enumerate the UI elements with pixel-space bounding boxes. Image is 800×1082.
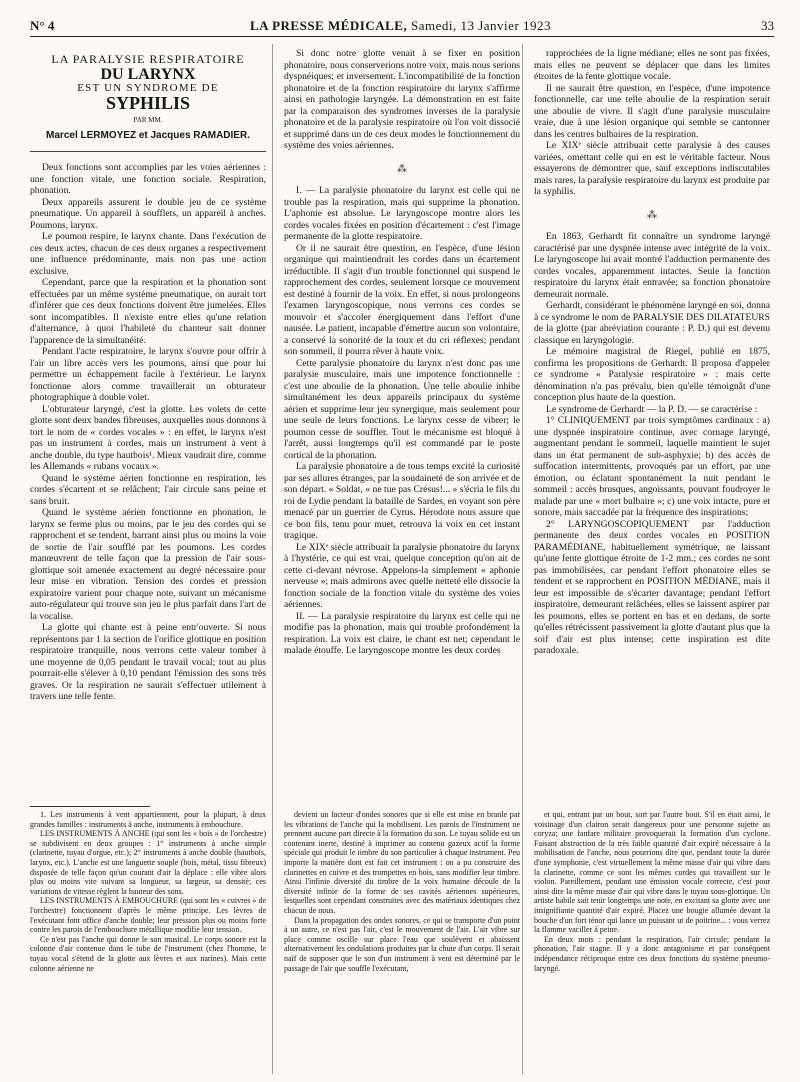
paragraph: Cependant, parce que la respiration et la phonation sont effectuées par un même système pneumatique, on aurait tort d'inférer que ces deux fonctions doivent être jumelées. Elles sont incompatibles. Il n'existe entre elles qu'une relation d'alternance, à quoi l'habileté du chanteur sait donner l'apparence de la simultanéité. <box>30 277 266 346</box>
paragraph: Si donc notre glotte venait à se fixer en position phonatoire, nous conserverions notre voix, mais nous serions dyspnéiques; et inversement. L'incompatibilité de la fonction phonatoire et de la fonction respiratoire du larynx s'affirme ainsi en pathologie laryngée. La démonstration en est faite par la comparaison des syndromes inverses de la paralysie phonatoire et de la paralysie respiratoire où l'on voit dissocié et supprimé dans un de ces deux modes le fonctionnement du système des voies aériennes. <box>284 48 520 151</box>
footnote: devient un facteur d'ondes sonores que si elle est mise en branle par les vibrations de l'anche qui la mobilisent. Les parois de l'instrument ne prennent aucune part directe à la formation du son. Le tuyau solide est un contenant inerte, destiné à imprimer au contenu gazeux actif la forme spéciale qui produit le timbre du son particulier à chaque instrument. Peu importe la matière dont est fait cet instrument : on a pu construire des clarinettes en cuivre et des trompettes en bois, sans modifier leur timbre. Ainsi l'infinie diversité du timbre de la voix humaine découle de la diversité infinie de la forme de ses cavités aériennes supérieures, lesquelles sont cependant construites avec des matériaux identiques chez chacun de nous. <box>284 810 520 915</box>
paragraph: Pendant l'acte respiratoire, le larynx s'ouvre pour offrir à l'air un libre accès vers les poumons, ainsi que pour lui permettre un échappement facile à l'extérieur. Le larynx fonctionne alors comme travaillerait un obturateur photographique à double volet. <box>30 346 266 403</box>
title-line-1: LA PARALYSIE RESPIRATOIRE <box>51 52 245 66</box>
footnote: 1. Les instruments à vent appartiennent, pour la plupart, à deux grandes familles : instruments à anche, instruments à embouchure. <box>30 810 266 829</box>
journal-name: LA PRESSE MÉDICALE, <box>250 18 408 33</box>
footnote: et qui, entrant par un bout, sort par l'autre bout. S'il en était ainsi, le voisinage d'un clairon serait dangereux pour une personne sujette au coryza; une fanfare militaire provoquerait la formation d'un cyclone. Faisant abstraction de la très faible quantité d'air expiré nécessaire à la mobilisation de l'anche, nous pourrions dire que, pendant toute la durée d'une symphonie, c'est virtuellement la même masse d'air qui vibre dans la clarinette, comme ce sont les mêmes cordes qui travaillent sur le violon. Pareillement, pendant une émission vocale correcte, c'est pour ainsi dire la même masse d'air qui vibre dans le tuyau sous-glottique. Un artiste habile sait tenir longtemps une note, en excitant sa glotte avec une insignifiante quantité d'air expiré. Placez une bougie allumée devant la bouche d'un fort ténor qui lance un puissant ut de poitrine... : vous verrez la flamme vaciller à peine. <box>534 810 770 935</box>
paragraph: 1° CLINIQUEMENT par trois symptômes cardinaux : a) une dyspnée inspiratoire continue, avec cornage laryngé, augmentant pendant le sommeil, laquelle maintient le sujet dans un état permanent de sub-asphyxie; b) des accès de suffocation intermittents, provoqués par un effort, par une émotion, ou éclatant spontanément la nuit pendant le sommeil : accès brusques, angoissants, pouvant foudroyer le malade par une « mort bulbaire »; c) une voix intacte, pure et sonore, mais saccadée par la fréquence des inspirations; <box>534 415 770 518</box>
paragraph: Le mémoire magistral de Riegel, publié en 1875, confirma les propositions de Gerhardt. Il proposa d'appeler ce syndrome « Paralysie respiratoire » : mais cette dénomination n'a pas prévalu, bien qu'elle témoignât d'une conception plus haute de la question. <box>534 346 770 403</box>
paragraph: Quand le système aérien fonctionne en respiration, les cordes s'écartent et se relâchent; l'air circule sans peine et sans bruit. <box>30 472 266 507</box>
paragraph: Le XIXᵉ siècle attribuait la paralysie phonatoire du larynx à l'hystérie, ce qui est vrai, quelque conception qu'on ait de cette ci-devant névrose. Appelons-la simplement « aphonie nerveuse »; mais admirons avec quelle netteté elle dissocie la fonction sociale de la fonction vitale du système des voies aériennes. <box>284 541 520 610</box>
article-title <box>30 54 266 141</box>
title-rule <box>30 151 266 152</box>
title-line-2: DU LARYNX <box>100 65 196 83</box>
paragraph: En 1863, Gerhardt fit connaître un syndrome laryngé caractérisé par une dyspnée intense avec intégrité de la voix. Le laryngoscope lui avait montré l'adduction permanente des cordes vocales, apparemment intactes. Seule la fonction respiratoire du larynx était entravée; sa fonction phonatoire demeurait normale. <box>534 231 770 300</box>
paragraph: Il ne saurait être question, en l'espèce, d'une impotence fonctionnelle, car une telle aboulie de la respiration serait une aboulie de vivre. Il s'agit d'une paralysie musculaire vraie, due à une lésion organique qui semble se cantonner dans les centres bulbaires de la respiration. <box>534 82 770 140</box>
paragraph: Quand le système aérien fonctionne en phonation, le larynx se ferme plus ou moins, par le jeu des cordes qui se rapprochent et se tendent, barrant ainsi plus ou moins la voie de sortie de l'air soufflé par les poumons. Les cordes manœuvrent de telle façon que la pression de l'air sous-glottique soit amenée exactement au degré nécessaire pour leur mise en vibration. Tension des cordes et pression expiratoire varient pour chaque note, suivant un mécanisme auto-régulateur qui trouve son jeu le plus parfait dans l'art de la vocalise. <box>30 507 266 622</box>
column-divider <box>522 44 523 1074</box>
paragraph: II. — La paralysie respiratoire du larynx est celle qui ne modifie pas la phonation, mais qui trouble profondément la respiration. La voix est claire, le chant est net; cependant le malade étouffe. Le laryngoscope montre les deux cordes <box>284 610 520 656</box>
footnote: Ce n'est pas l'anche qui donne le son musical. Le corps sonore est la colonne d'air contenue dans le tube de l'instrument (chez l'homme, le tuyau vocal s'étend de la glotte aux lèvres et aux narines). Mais cette colonne aérienne ne <box>30 934 266 973</box>
authors: Marcel LERMOYEZ et Jacques RAMADIER. <box>46 129 250 141</box>
journal-title <box>250 18 551 34</box>
section-separator: ⁂ <box>647 209 657 221</box>
footnote-rule <box>30 806 150 807</box>
paragraph: La paralysie phonatoire a de tous temps excité la curiosité par ses allures étranges, par la soudaineté de son arrivée et de son départ. « Soldat, « ne tue pas Crésus!... » s'écria le fils du roi de Lydie pendant la bataille de Sardes, en voyant son père menacé par un guerrier de Cyrus. Hérodote nous assure que ce bon fils, tenu pour muet, retrouva la voix en cet instant tragique. <box>284 461 520 541</box>
byline-prefix: PAR MM. <box>133 116 163 124</box>
footnote: LES INSTRUMENTS À EMBOUCHURE (qui sont les « cuivres » de l'orchestre) fonctionnent d'après le même principe. Les lèvres de l'exécutant font office d'anche double; leur pression plus ou moins forte contre les parois de l'embouchure métallique modifie leur tension. <box>30 896 266 935</box>
title-line-3: EST UN SYNDROME DE <box>77 82 219 94</box>
paragraph: rapprochées de la ligne médiane; elles ne sont pas fixées, mais elles ne peuvent se déplacer que dans les limites étroites de la fente glottique vocale. <box>534 48 770 82</box>
paragraph: Cette paralysie phonatoire du larynx n'est donc pas une paralysie musculaire, mais une impotence fonctionnelle : c'est une aboulie de la phonation. Une telle aboulie inhibe simultanément les deux appareils principaux du système aérien et supprime leur jeu synergique, mais seulement pour une seule de leurs fonctions. Le larynx cesse de vibrer; le poumon cesse de souffler. Tout le mécanisme est bloqué à l'arrêt, aussi longtemps qu'il est commandé par le poste cortical de la phonation. <box>284 357 520 461</box>
journal-date: Samedi, 13 Janvier 1923 <box>407 18 552 33</box>
footnote: En deux mots : pendant la respiration, l'air circule; pendant la phonation, l'air stagne. Il y a donc antagonisme et par conséquent indépendance réciproque entre ces deux fonctions du système pneumo-laryngé. <box>534 934 770 973</box>
footnotes-column-2 <box>284 810 520 973</box>
page-number: 33 <box>761 18 774 33</box>
paragraph: L'obturateur laryngé, c'est la glotte. Les volets de cette glotte sont deux bandes fibreuses, auxquelles nous donnons à tort le nom de « cordes vocales » : en effet, le larynx n'est pas un instrument à cordes, mais un instrument à vent à anche double, du type hautbois¹. Mieux vaudrait dire, comme les Allemands « rubans vocaux ». <box>30 403 266 472</box>
footnote: LES INSTRUMENTS À ANCHE (qui sont les « bois » de l'orchestre) se subdivisent en deux groupes : 1° instruments à anche simple (clarinette, tuyau d'orgue, etc.); 2° instruments à anche double (hautbois, larynx, etc.). L'anche est une languette souple (bois, métal, tissu fibreux) disposée de telle façon qu'un courant d'air la déplace : elle vibre alors plus ou moins vite suivant sa longueur, sa largeur, sa densité; ces variations de vitesse règlent la hauteur des sons. <box>30 829 266 896</box>
page-header <box>30 16 774 37</box>
paragraph: 2° LARYNGOSCOPIQUEMENT par l'adduction permanente des deux cordes vocales en POSITION PARAMÉDIANE, habituellement symétrique, ne laissant qu'une fente glottique étroite de 1-2 mm.; ces cordes ne sont pas immobilisées, car pendant l'effort phonatoire elles se tendent et se rapprochent en POSITION MÉDIANE, mais il leur est impossible de s'écarter davantage; pendant l'effort inspiratoire, demeurant relâchées, elles se laissent aspirer par les poumons, elles se portent en bas et en dedans, de sorte qu'elles rétrécissent passivement la glotte d'autant plus que la soif d'air est plus intense; cette inspiration est dite paradoxale. <box>534 518 770 656</box>
paragraph: Le XIXᵉ siècle attribuait cette paralysie à des causes variées, omettant celle qui en est le véritable facteur. Nous essayerons de démontrer que, sauf exceptions indiscutables mais rares, la paralysie respiratoire du larynx est produite par la syphilis. <box>534 140 770 197</box>
paragraph: Gerhardt, considérant le phénomène laryngé en soi, donna à ce syndrome le nom de PARALYSIE DES DILATATEURS de la glotte (par abréviation courante : P. D.) qui est devenu classique en laryngologie. <box>534 300 770 346</box>
column-3 <box>534 48 770 657</box>
column-2 <box>284 48 520 657</box>
footnote: Dans la propagation des ondes sonores, ce qui se transporte d'un point à un autre, ce n'est pas l'air, c'est le mouvement de l'air. L'air vibre sur place comme oscille sur place l'eau que soulèvent et abaissent alternativement les ondulations produites par la chute d'un corps. Il serait naïf de supposer que le son d'un instrument à vent est déterminé par le passage de l'air que souffle l'exécutant, <box>284 915 520 973</box>
section-separator: ⁂ <box>397 163 407 175</box>
column-divider <box>272 44 273 1074</box>
paragraph: Le poumon respire, le larynx chante. Dans l'exécution de ces deux actes, chacun de ces deux organes a respectivement une influence prédominante, mais non pas une action exclusive. <box>30 231 266 277</box>
title-line-4: SYPHILIS <box>105 92 191 113</box>
paragraph: Deux fonctions sont accomplies par les voies aériennes : une fonction vitale, une fonction sociale. Respiration, phonation. <box>30 162 266 196</box>
paragraph: Or il ne saurait être question, en l'espèce, d'une lésion organique qui maintiendrait les cordes dans un écartement irréductible. Il s'agit d'un trouble fonctionnel qui suspend le rapprochement des cordes, seulement lorsque ce mouvement est destiné à fournir de la voix. En effet, si nous prolongeons l'examen laryngoscopique, nous verrons ces cordes se mouvoir et s'accoler énergiquement dans l'effort d'une nausée. Le patient, incapable d'émettre aucun son volontaire, a conservé la sonorité de la toux et du cri réflexes; pendant son sommeil, il pourra rêver à haute voix. <box>284 242 520 357</box>
footnotes-column-1 <box>30 810 266 973</box>
footnotes-column-3 <box>534 810 770 973</box>
paragraph: Deux appareils assurent le double jeu de ce système pneumatique. Un appareil à soufflets, un appareil à anches. Poumons, larynx. <box>30 196 266 231</box>
paragraph: La glotte qui chante est à peine entr'ouverte. Si nous représentons par 1 la section de l'orifice glottique en position respiratoire tranquille, nous verrons cette valeur tomber à une moyenne de 0,05 pendant le travail vocal; tout au plus pourrait-elle s'élever à 0,10 pendant l'émission des sons très graves. Or la respiration ne saurait s'effectuer utilement à travers une telle fente. <box>30 622 266 702</box>
paragraph: Le syndrome de Gerhardt — la P. D. — se caractérise : <box>546 403 758 415</box>
paragraph: I. — La paralysie phonatoire du larynx est celle qui ne trouble pas la respiration, mais qui supprime la phonation. L'aphonie est absolue. Le laryngoscope montre alors les cordes vocales fixées en position d'écartement : c'est l'image permanente de la glotte respiratoire. <box>284 185 520 242</box>
column-1 <box>30 48 266 703</box>
issue-number: N° 4 <box>30 18 55 33</box>
